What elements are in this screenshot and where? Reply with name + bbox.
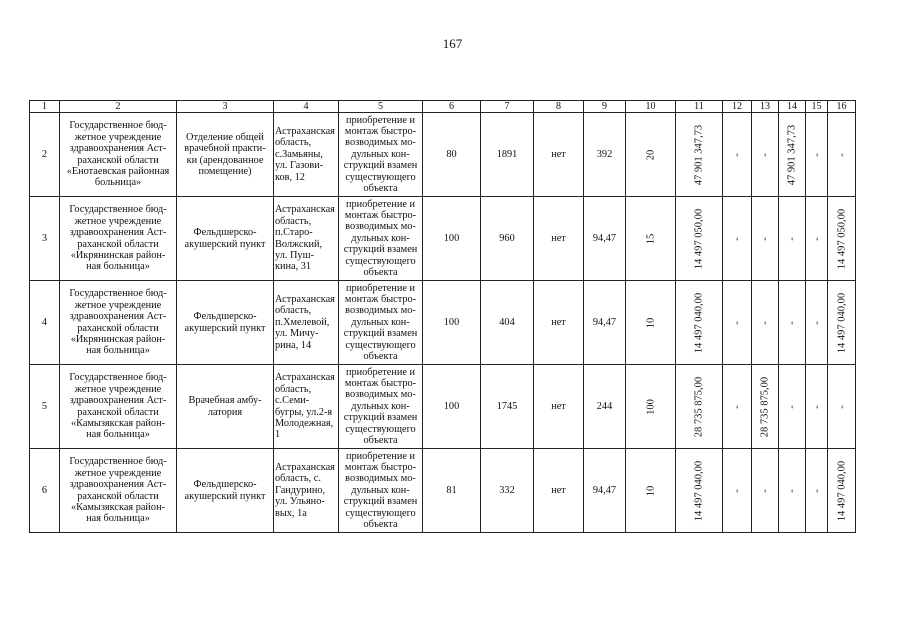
address: Астраханская область, п.Хмелевой, ул. Мичу- рина, 14 xyxy=(274,281,339,365)
amount-col-16: 14 497 050,00 xyxy=(828,197,856,281)
cell-col-9: 392 xyxy=(584,113,626,197)
amount-col-15: - xyxy=(806,197,828,281)
institution-name: Государственное бюд- жетное учреждение здравоохранения Аст- раханской области «Камызякская район- ная больница» xyxy=(60,449,177,533)
amount-col-15: - xyxy=(806,449,828,533)
row-number: 6 xyxy=(30,449,60,533)
institution-name: Государственное бюд- жетное учреждение здравоохранения Аст- раханской области «Енотаевская районная больница» xyxy=(60,113,177,197)
cell-col-8: нет xyxy=(534,281,584,365)
row-number: 5 xyxy=(30,365,60,449)
cell-col-9: 94,47 xyxy=(584,449,626,533)
institution-name: Государственное бюд- жетное учреждение здравоохранения Аст- раханской области «Икрянинская район- ная больница» xyxy=(60,281,177,365)
amount-col-15: - xyxy=(806,113,828,197)
cell-col-8: нет xyxy=(534,113,584,197)
amount-col-16: - xyxy=(828,113,856,197)
amount-total: 28 735 875,00 xyxy=(676,365,723,449)
row-number: 2 xyxy=(30,113,60,197)
cell-col-6: 81 xyxy=(423,449,481,533)
amount-col-15: - xyxy=(806,281,828,365)
cell-col-8: нет xyxy=(534,365,584,449)
facility-type: Врачебная амбу- латория xyxy=(177,365,274,449)
cell-col-10: 20 xyxy=(626,113,676,197)
amount-total: 14 497 040,00 xyxy=(676,449,723,533)
institution-name: Государственное бюд- жетное учреждение здравоохранения Аст- раханской области «Икрянинская район- ная больница» xyxy=(60,197,177,281)
amount-total: 47 901 347,73 xyxy=(676,113,723,197)
amount-col-16: 14 497 040,00 xyxy=(828,449,856,533)
row-number: 4 xyxy=(30,281,60,365)
column-header: 11 xyxy=(676,101,723,113)
amount-col-13: - xyxy=(752,197,779,281)
table-row xyxy=(30,197,856,281)
cell-col-8: нет xyxy=(534,449,584,533)
cell-col-9: 244 xyxy=(584,365,626,449)
cell-col-10: 15 xyxy=(626,197,676,281)
cell-col-7: 1745 xyxy=(481,365,534,449)
cell-col-9: 94,47 xyxy=(584,197,626,281)
address: Астраханская область, с.Замьяны, ул. Газови- ков, 12 xyxy=(274,113,339,197)
row-number: 3 xyxy=(30,197,60,281)
data-table xyxy=(29,100,856,533)
column-header: 15 xyxy=(806,101,828,113)
amount-col-13: - xyxy=(752,281,779,365)
table-row xyxy=(30,113,856,197)
amount-col-13: - xyxy=(752,113,779,197)
work-description: приобретение и монтаж быстро- возводимых мо- дульных кон- струкций взамен существующего объекта xyxy=(339,113,423,197)
amount-col-12: - xyxy=(723,449,752,533)
work-description: приобретение и монтаж быстро- возводимых мо- дульных кон- струкций взамен существующего объекта xyxy=(339,197,423,281)
cell-col-10: 10 xyxy=(626,449,676,533)
amount-col-16: - xyxy=(828,365,856,449)
column-header: 1 xyxy=(30,101,60,113)
address: Астраханская область, с.Семи- бугры, ул.2-я Молодежная, 1 xyxy=(274,365,339,449)
cell-col-7: 960 xyxy=(481,197,534,281)
cell-col-6: 80 xyxy=(423,113,481,197)
amount-col-14: - xyxy=(779,365,806,449)
amount-col-12: - xyxy=(723,197,752,281)
facility-type: Фельдшерско- акушерский пункт xyxy=(177,281,274,365)
table-row xyxy=(30,365,856,449)
table-header-row xyxy=(30,101,856,113)
column-header: 8 xyxy=(534,101,584,113)
cell-col-7: 1891 xyxy=(481,113,534,197)
facility-type: Отделение общей врачебной практи- ки (арендованное помещение) xyxy=(177,113,274,197)
amount-total: 14 497 040,00 xyxy=(676,281,723,365)
amount-col-14: - xyxy=(779,449,806,533)
table-row xyxy=(30,281,856,365)
cell-col-8: нет xyxy=(534,197,584,281)
cell-col-7: 404 xyxy=(481,281,534,365)
page-number: 167 xyxy=(442,36,463,51)
amount-col-16: 14 497 040,00 xyxy=(828,281,856,365)
amount-total: 14 497 050,00 xyxy=(676,197,723,281)
institution-name: Государственное бюд- жетное учреждение здравоохранения Аст- раханской области «Камызякская район- ная больница» xyxy=(60,365,177,449)
column-header: 2 xyxy=(60,101,177,113)
cell-col-7: 332 xyxy=(481,449,534,533)
amount-col-13: - xyxy=(752,449,779,533)
cell-col-6: 100 xyxy=(423,281,481,365)
column-header: 3 xyxy=(177,101,274,113)
column-header: 16 xyxy=(828,101,856,113)
amount-col-14: 47 901 347,73 xyxy=(779,113,806,197)
cell-col-10: 100 xyxy=(626,365,676,449)
amount-col-14: - xyxy=(779,197,806,281)
column-header: 4 xyxy=(274,101,339,113)
column-header: 5 xyxy=(339,101,423,113)
work-description: приобретение и монтаж быстро- возводимых мо- дульных кон- струкций взамен существующего объекта xyxy=(339,365,423,449)
work-description: приобретение и монтаж быстро- возводимых мо- дульных кон- струкций взамен существующего объекта xyxy=(339,281,423,365)
facility-type: Фельдшерско- акушерский пункт xyxy=(177,197,274,281)
address: Астраханская область, п.Старо- Волжский, ул. Пуш- кина, 31 xyxy=(274,197,339,281)
column-header: 10 xyxy=(626,101,676,113)
amount-col-12: - xyxy=(723,113,752,197)
amount-col-12: - xyxy=(723,365,752,449)
amount-col-14: - xyxy=(779,281,806,365)
cell-col-9: 94,47 xyxy=(584,281,626,365)
amount-col-12: - xyxy=(723,281,752,365)
cell-col-6: 100 xyxy=(423,197,481,281)
amount-col-15: - xyxy=(806,365,828,449)
column-header: 14 xyxy=(779,101,806,113)
facility-type: Фельдшерско- акушерский пункт xyxy=(177,449,274,533)
work-description: приобретение и монтаж быстро- возводимых мо- дульных кон- струкций взамен существующего объекта xyxy=(339,449,423,533)
column-header: 12 xyxy=(723,101,752,113)
address: Астраханская область, с. Гандурино, ул. Ульяно- вых, 1а xyxy=(274,449,339,533)
cell-col-10: 10 xyxy=(626,281,676,365)
table-row xyxy=(30,449,856,533)
column-header: 13 xyxy=(752,101,779,113)
cell-col-6: 100 xyxy=(423,365,481,449)
column-header: 9 xyxy=(584,101,626,113)
column-header: 7 xyxy=(481,101,534,113)
amount-col-13: 28 735 875,00 xyxy=(752,365,779,449)
column-header: 6 xyxy=(423,101,481,113)
